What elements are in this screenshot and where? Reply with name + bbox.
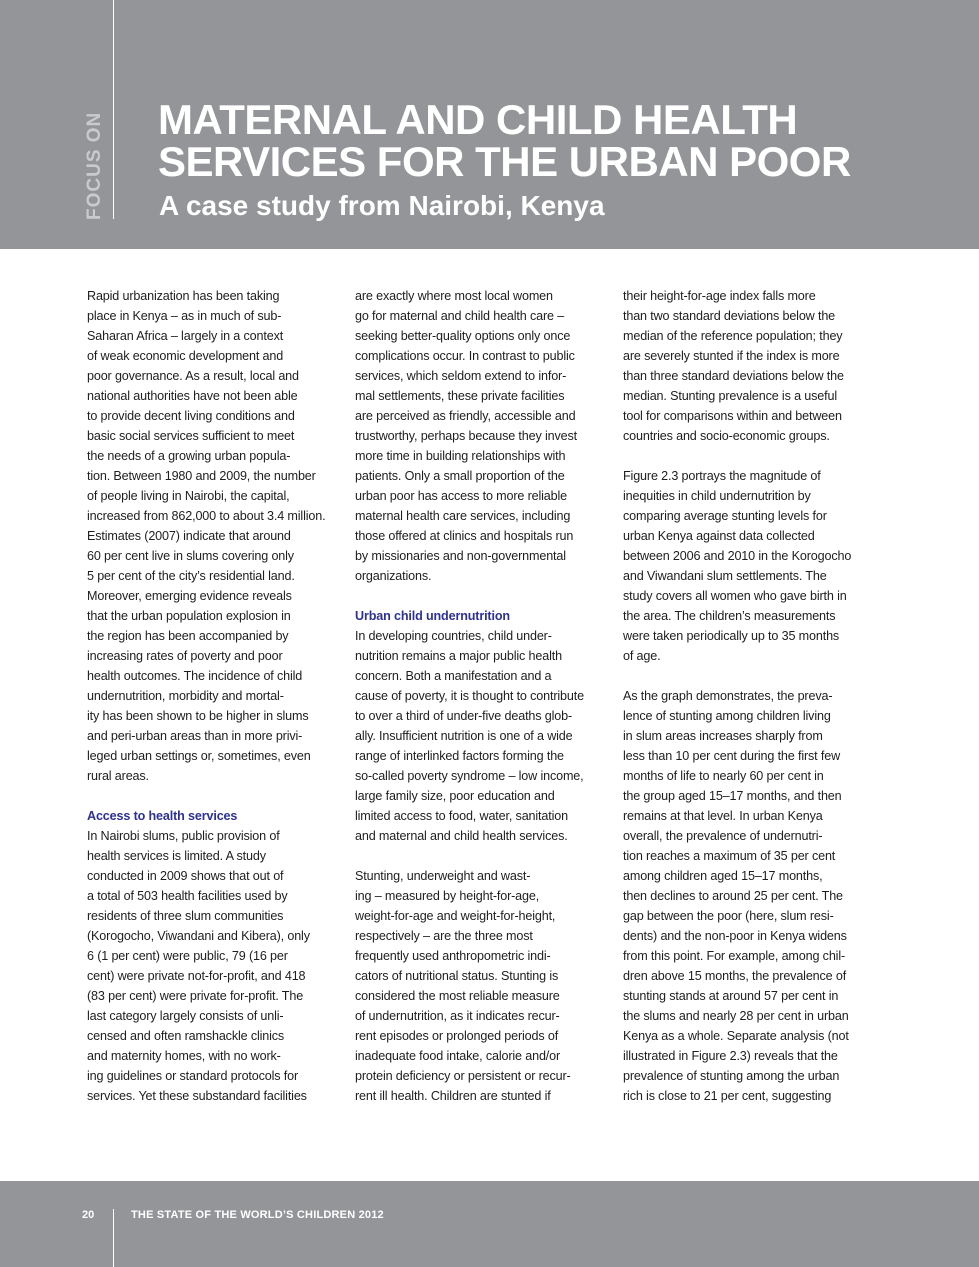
section-heading: Urban child undernutrition (355, 609, 510, 623)
text-line: and peri-urban areas than in more privi- (87, 729, 303, 743)
text-line: dren above 15 months, the prevalence of (623, 969, 847, 983)
text-line: countries and socio-economic groups. (623, 429, 830, 443)
text-line: 60 per cent live in slums covering only (87, 549, 294, 563)
text-line: median. Stunting prevalence is a useful (623, 389, 837, 403)
text-line: of age. (623, 649, 661, 663)
paragraph (355, 626, 600, 846)
text-line: more time in building relationships with (355, 449, 566, 463)
text-line: rent episodes or prolonged periods of (355, 1029, 559, 1043)
text-line: frequently used anthropometric indi- (355, 949, 551, 963)
section-heading: Access to health services (87, 809, 238, 823)
text-line: and maternity homes, with no work- (87, 1049, 281, 1063)
text-line: months of life to nearly 60 per cent in (623, 769, 824, 783)
text-line: comparing average stunting levels for (623, 509, 827, 523)
text-column-3 (623, 286, 868, 1106)
text-line: the region has been accompanied by (87, 629, 289, 643)
text-line: services. Yet these substandard facilities (87, 1089, 307, 1103)
text-line: undernutrition, morbidity and mortal- (87, 689, 284, 703)
paragraph (355, 286, 600, 586)
text-line: the needs of a growing urban popula- (87, 449, 291, 463)
text-line: last category largely consists of unli- (87, 1009, 284, 1023)
text-line: urban poor has access to more reliable (355, 489, 568, 503)
focus-on-label: FOCUS ON (84, 111, 105, 220)
text-line: tion. Between 1980 and 2009, the number (87, 469, 316, 483)
text-line: Estimates (2007) indicate that around (87, 529, 291, 543)
text-line: increased from 862,000 to about 3.4 million. (87, 509, 326, 523)
text-line: respectively – are the three most (355, 929, 533, 943)
text-line: 6 (1 per cent) were public, 79 (16 per (87, 949, 288, 963)
text-line: their height-for-age index falls more (623, 289, 816, 303)
text-line: to over a third of under-five deaths glob- (355, 709, 573, 723)
text-line: were taken periodically up to 35 months (623, 629, 840, 643)
paragraph (623, 286, 868, 446)
text-line: (83 per cent) were private for-profit. The (87, 989, 304, 1003)
text-line: that the urban population explosion in (87, 609, 291, 623)
text-line: are severely stunted if the index is more (623, 349, 840, 363)
text-line: of people living in Nairobi, the capital, (87, 489, 290, 503)
text-column-2 (355, 286, 600, 1106)
text-line: to provide decent living conditions and (87, 409, 295, 423)
text-line: In Nairobi slums, public provision of (87, 829, 280, 843)
text-line: those offered at clinics and hospitals run (355, 529, 574, 543)
text-line: health services is limited. A study (87, 849, 266, 863)
text-line: residents of three slum communities (87, 909, 284, 923)
footer-divider (113, 1209, 114, 1267)
text-line: patients. Only a small proportion of the (355, 469, 565, 483)
text-line: than three standard deviations below the (623, 369, 844, 383)
page-number: 20 (82, 1209, 95, 1221)
text-line: health outcomes. The incidence of child (87, 669, 303, 683)
text-line: are perceived as friendly, accessible and (355, 409, 576, 423)
text-line: poor governance. As a result, local and (87, 369, 299, 383)
text-line: from this point. For example, among chil- (623, 949, 846, 963)
header-divider (113, 0, 114, 219)
text-line: ally. Insufficient nutrition is one of a wide (355, 729, 573, 743)
text-line: in slum areas increases sharply from (623, 729, 823, 743)
text-line: place in Kenya – as in much of sub- (87, 309, 282, 323)
text-line: Figure 2.3 portrays the magnitude of (623, 469, 821, 483)
text-line: dents) and the non-poor in Kenya widens (623, 929, 847, 943)
text-line: cent) were private not-for-profit, and 418 (87, 969, 306, 983)
text-line: ity has been shown to be higher in slums (87, 709, 309, 723)
text-line: services, which seldom extend to infor- (355, 369, 567, 383)
text-line: trustworthy, perhaps because they invest (355, 429, 577, 443)
text-line: Saharan Africa – largely in a context (87, 329, 284, 343)
text-line: so-called poverty syndrome – low income, (355, 769, 584, 783)
text-line: Rapid urbanization has been taking (87, 289, 280, 303)
text-line: study covers all women who gave birth in (623, 589, 847, 603)
text-line: protein deficiency or persistent or recur- (355, 1069, 571, 1083)
text-line: between 2006 and 2010 in the Korogocho (623, 549, 852, 563)
text-line: illustrated in Figure 2.3) reveals that the (623, 1049, 838, 1063)
header-band (0, 0, 979, 249)
text-line: a total of 503 health facilities used by (87, 889, 288, 903)
text-line: of weak economic development and (87, 349, 284, 363)
text-line: maternal health care services, including (355, 509, 571, 523)
publication-title: THE STATE OF THE WORLD’S CHILDREN 2012 (131, 1209, 384, 1221)
text-line: weight-for-age and weight-for-height, (355, 909, 556, 923)
text-line: inequities in child undernutrition by (623, 489, 811, 503)
text-line: of undernutrition, as it indicates recur- (355, 1009, 560, 1023)
text-line: cators of nutritional status. Stunting is (355, 969, 559, 983)
text-line: (Korogocho, Viwandani and Kibera), only (87, 929, 310, 943)
text-line: overall, the prevalence of undernutri- (623, 829, 823, 843)
text-line: range of interlinked factors forming the (355, 749, 564, 763)
text-column-1 (87, 286, 332, 1106)
text-line: concern. Both a manifestation and a (355, 669, 552, 683)
text-line: the area. The children’s measurements (623, 609, 836, 623)
text-line: rent ill health. Children are stunted if (355, 1089, 551, 1103)
text-line: ing guidelines or standard protocols for (87, 1069, 299, 1083)
text-line: stunting stands at around 57 per cent in (623, 989, 839, 1003)
text-line: censed and often ramshackle clinics (87, 1029, 285, 1043)
text-line: national authorities have not been able (87, 389, 298, 403)
text-line: organizations. (355, 569, 432, 583)
text-line: conducted in 2009 shows that out of (87, 869, 284, 883)
page-title (158, 96, 851, 185)
paragraph (355, 866, 600, 1106)
paragraph (87, 286, 332, 786)
title-line: MATERNAL AND CHILD HEALTH (158, 96, 798, 143)
text-line: considered the most reliable measure (355, 989, 560, 1003)
text-line: among children aged 15–17 months, (623, 869, 823, 883)
paragraph (87, 826, 332, 1106)
text-line: prevalence of stunting among the urban (623, 1069, 840, 1083)
text-line: urban Kenya against data collected (623, 529, 815, 543)
paragraph (623, 686, 868, 1106)
text-line: lence of stunting among children living (623, 709, 831, 723)
page-subtitle: A case study from Nairobi, Kenya (159, 190, 605, 221)
text-line: gap between the poor (here, slum resi- (623, 909, 834, 923)
text-line: Stunting, underweight and wast- (355, 869, 531, 883)
text-line: Kenya as a whole. Separate analysis (not (623, 1029, 849, 1043)
text-line: median of the reference population; they (623, 329, 843, 343)
text-line: complications occur. In contrast to public (355, 349, 575, 363)
text-line: mal settlements, these private facilities (355, 389, 565, 403)
text-line: tool for comparisons within and between (623, 409, 842, 423)
title-line: SERVICES FOR THE URBAN POOR (158, 138, 851, 185)
text-line: inadequate food intake, calorie and/or (355, 1049, 561, 1063)
text-line: leged urban settings or, sometimes, even (87, 749, 311, 763)
paragraph (623, 466, 868, 666)
text-line: by missionaries and non-governmental (355, 549, 566, 563)
text-line: basic social services sufficient to meet (87, 429, 295, 443)
text-line: than two standard deviations below the (623, 309, 836, 323)
footer-band (0, 1181, 979, 1267)
text-line: increasing rates of poverty and poor (87, 649, 283, 663)
text-line: less than 10 per cent during the first few (623, 749, 841, 763)
text-line: As the graph demonstrates, the preva- (623, 689, 833, 703)
text-line: 5 per cent of the city’s residential land. (87, 569, 295, 583)
text-line: cause of poverty, it is thought to contribute (355, 689, 584, 703)
text-line: the slums and nearly 28 per cent in urban (623, 1009, 849, 1023)
text-line: Moreover, emerging evidence reveals (87, 589, 292, 603)
text-line: go for maternal and child health care – (355, 309, 565, 323)
text-line: the group aged 15–17 months, and then (623, 789, 842, 803)
text-line: tion reaches a maximum of 35 per cent (623, 849, 836, 863)
text-line: are exactly where most local women (355, 289, 553, 303)
text-line: nutrition remains a major public health (355, 649, 562, 663)
text-line: ing – measured by height-for-age, (355, 889, 540, 903)
text-line: rich is close to 21 per cent, suggesting (623, 1089, 832, 1103)
text-line: limited access to food, water, sanitation (355, 809, 568, 823)
text-line: then declines to around 25 per cent. The (623, 889, 843, 903)
text-line: large family size, poor education and (355, 789, 555, 803)
text-line: remains at that level. In urban Kenya (623, 809, 823, 823)
text-line: seeking better-quality options only once (355, 329, 571, 343)
text-line: rural areas. (87, 769, 149, 783)
text-line: and maternal and child health services. (355, 829, 568, 843)
text-line: and Viwandani slum settlements. The (623, 569, 827, 583)
text-line: In developing countries, child under- (355, 629, 552, 643)
